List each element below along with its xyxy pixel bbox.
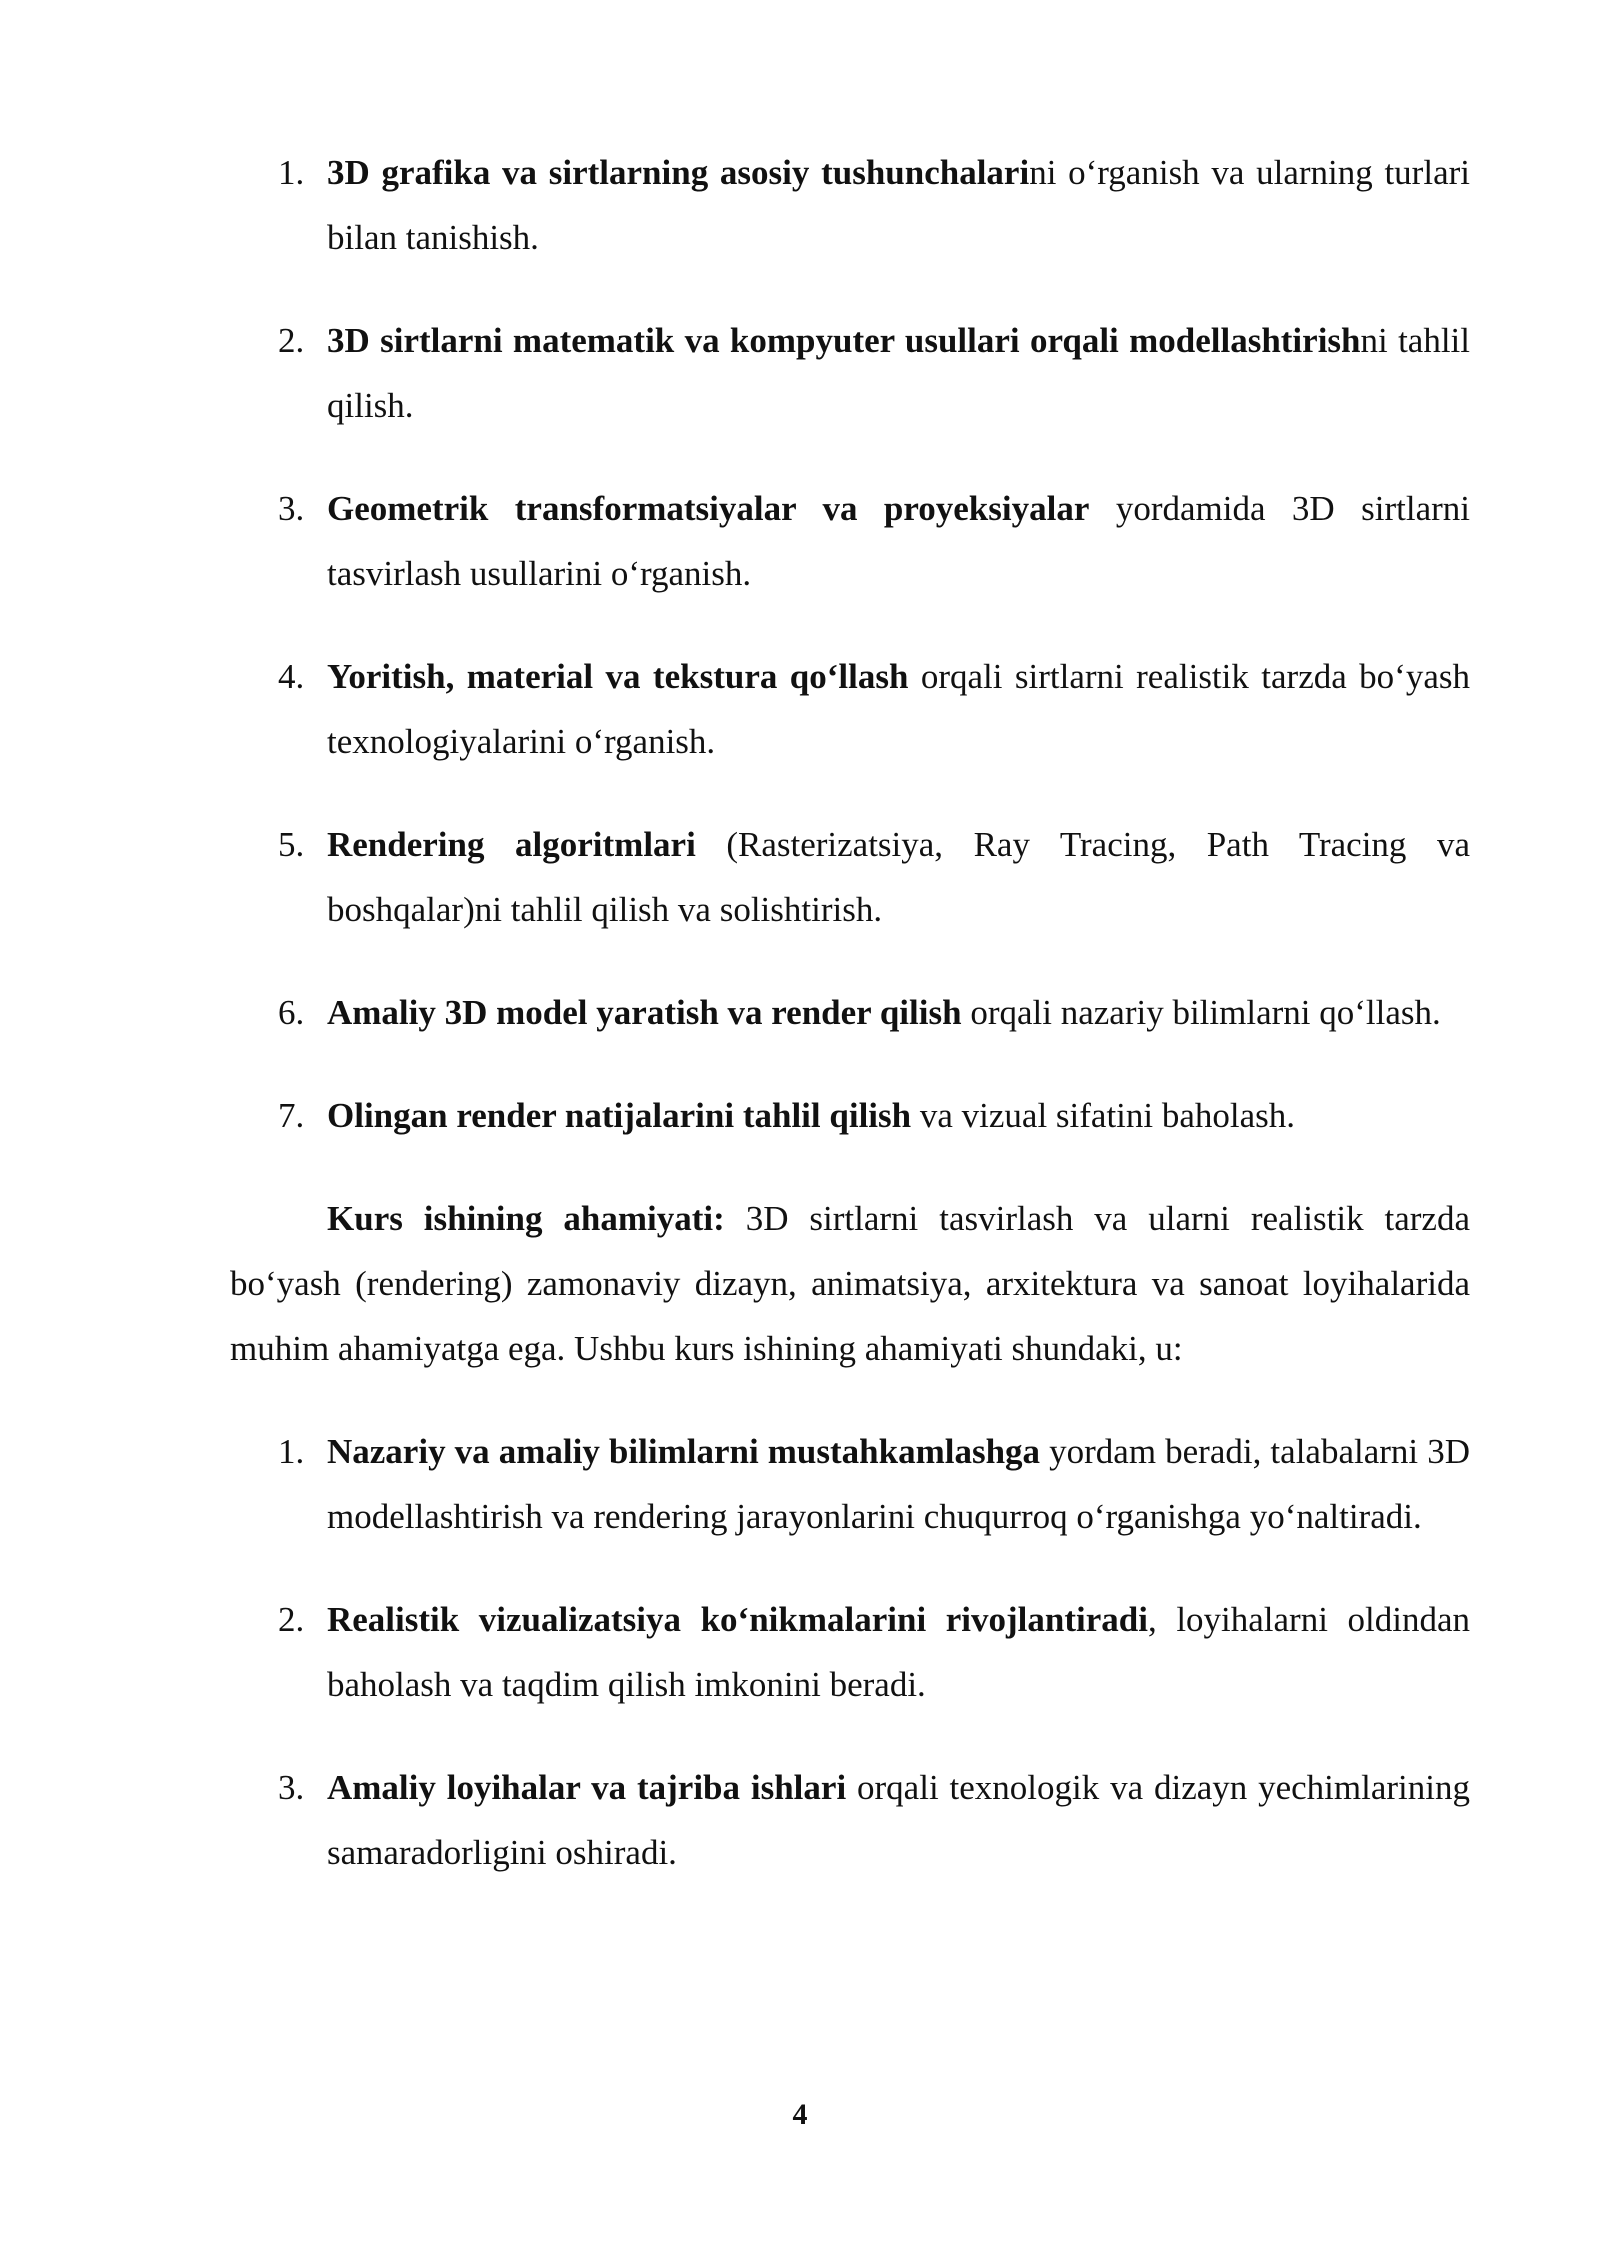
list-number: 3. <box>278 1768 305 1807</box>
significance-paragraph <box>230 1186 1470 1381</box>
list-item-bold: 3D grafika va sirtlarning asosiy tushunchalari <box>327 153 1030 192</box>
list-item <box>230 476 1470 606</box>
list-number: 3. <box>278 489 305 528</box>
list-number: 7. <box>278 1096 305 1135</box>
page-number: 4 <box>792 2098 808 2131</box>
list-item-bold: Realistik vizualizatsiya ko‘nikmalarini rivojlantiradi <box>327 1600 1148 1639</box>
list-number: 2. <box>278 1600 305 1639</box>
list-item-bold: Geometrik transformatsiyalar va proyeksiyalar <box>327 489 1090 528</box>
list-number: 5. <box>278 825 305 864</box>
list-item-bold: Amaliy 3D model yaratish va render qilish <box>327 993 962 1032</box>
list-item-bold: Nazariy va amaliy bilimlarni mustahkamlashga <box>327 1432 1041 1471</box>
list-item-bold: Rendering algoritmlari <box>327 825 696 864</box>
list-item-text: ni o‘rganish va ularning turlari bilan tanishish. <box>327 153 1470 257</box>
list-item-text: orqali texnologik va dizayn yechimlarining samaradorligini oshiradi. <box>327 1768 1470 1872</box>
list-item-text: , loyihalarni oldindan baholash va taqdim qilish imkonini beradi. <box>327 1600 1470 1704</box>
list-item-bold: Amaliy loyihalar va tajriba ishlari <box>327 1768 847 1807</box>
list-number: 1. <box>278 1432 305 1471</box>
list-item <box>230 1587 1470 1717</box>
list-item <box>230 980 1470 1045</box>
list-item-text: orqali nazariy bilimlarni qo‘llash. <box>961 993 1441 1032</box>
objectives-list <box>230 140 1470 1148</box>
list-item-bold: Olingan render natijalarini tahlil qilish <box>327 1096 912 1135</box>
document-page <box>230 140 1470 1885</box>
list-number: 6. <box>278 993 305 1032</box>
paragraph-heading: Kurs ishining ahamiyati: <box>327 1199 725 1238</box>
list-item-bold: 3D sirtlarni matematik va kompyuter usullari orqali modellashtirish <box>327 321 1361 360</box>
list-item-text: va vizual sifatini baholash. <box>911 1096 1296 1135</box>
list-item-text: yordamida 3D sirtlarni tasvirlash usullarini o‘rganish. <box>327 489 1471 593</box>
list-number: 4. <box>278 657 305 696</box>
significance-list <box>230 1419 1470 1885</box>
list-item-text: yordam beradi, talabalarni 3D modellashtirish va rendering jarayonlarini chuqurroq o‘rganishga yo‘naltiradi. <box>327 1432 1470 1536</box>
list-item <box>230 1419 1470 1549</box>
list-item <box>230 644 1470 774</box>
list-item-text: ni tahlil qilish. <box>327 321 1470 425</box>
list-item <box>230 308 1470 438</box>
paragraph-text: 3D sirtlarni tasvirlash va ularni realistik tarzda bo‘yash (rendering) zamonaviy dizayn, animatsiya, arxitektura va sanoat loyihalarida muhim ahamiyatga ega. Ushbu kurs ishining ahamiyati shundaki, u: <box>230 1199 1470 1368</box>
list-item <box>230 140 1470 270</box>
list-item <box>230 1083 1470 1148</box>
list-number: 1. <box>278 153 305 192</box>
list-item <box>230 812 1470 942</box>
list-item <box>230 1755 1470 1885</box>
list-item-bold: Yoritish, material va tekstura qo‘llash <box>327 657 909 696</box>
list-item-text: (Rasterizatsiya, Ray Tracing, Path Tracing va boshqalar)ni tahlil qilish va solishtirish. <box>327 825 1470 929</box>
list-item-text: orqali sirtlarni realistik tarzda bo‘yash texnologiyalarini o‘rganish. <box>327 657 1470 761</box>
list-number: 2. <box>278 321 305 360</box>
